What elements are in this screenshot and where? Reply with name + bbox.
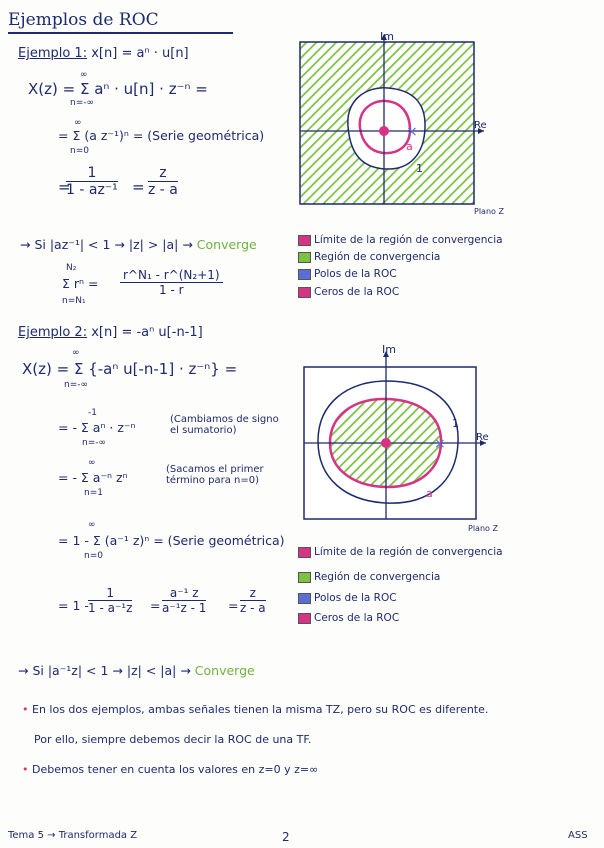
- ex2-frac3-num: z: [240, 586, 266, 601]
- bullet-icon: •: [22, 763, 29, 776]
- im-label: Im: [382, 343, 396, 356]
- page-title: Ejemplos de ROC: [8, 10, 159, 30]
- footer-right: ASS: [568, 830, 588, 841]
- ex1-line2-lim-top: ∞: [74, 118, 82, 128]
- ex1-condition-block: [20, 237, 257, 252]
- a-label: a: [426, 487, 433, 500]
- ex1-lead: =: [58, 178, 71, 196]
- ex2-frac1: [88, 586, 132, 615]
- legend-swatch: [298, 235, 311, 246]
- ex1-frac1-num: 1: [66, 165, 118, 182]
- ex1-converge: Converge: [196, 237, 257, 252]
- legend-swatch: [298, 593, 311, 604]
- a-label: a: [406, 140, 413, 153]
- z-plane-plot-1: [288, 30, 504, 220]
- ex2-line2-lim-top: -1: [88, 408, 97, 418]
- ex2-frac3-den: z - a: [240, 601, 266, 615]
- ex2-eq1: =: [150, 598, 161, 613]
- title-underline: [8, 32, 233, 34]
- plane-label: Plano Z: [474, 207, 504, 216]
- ex1-line2-lim-bottom: n=0: [70, 146, 89, 156]
- legend-item-poles: Polos de la ROC: [298, 592, 397, 604]
- im-label: Im: [380, 30, 394, 43]
- ex2-frac1-num: 1: [88, 586, 132, 601]
- legend-swatch: [298, 269, 311, 280]
- legend-swatch: [298, 252, 311, 263]
- pole-marker-icon: ×: [406, 124, 418, 140]
- legend-swatch: [298, 613, 311, 624]
- plane-label: Plano Z: [468, 524, 498, 533]
- ex1-line2: = Σ (a z⁻¹)ⁿ = (Serie geométrica): [58, 128, 265, 143]
- ex1-line1: X(z) = Σ aⁿ · u[n] · z⁻ⁿ =: [28, 80, 208, 98]
- legend-item-zeros: Ceros de la ROC: [298, 612, 399, 624]
- ex1-geom-num: r^N₁ - r^(N₂+1): [120, 268, 223, 283]
- ex2-line1-lim-top: ∞: [72, 348, 80, 358]
- ex2-line4-lim-bottom: n=0: [84, 551, 103, 561]
- ex1-line1-lim-bottom: n=-∞: [70, 98, 94, 108]
- ex2-line3: = - Σ a⁻ⁿ zⁿ: [58, 470, 128, 485]
- zero-marker: [381, 438, 391, 448]
- example1-heading: Ejemplo 1:: [18, 46, 88, 61]
- z-plane-plot-2: [292, 345, 502, 535]
- legend-item-poles: Polos de la ROC: [298, 268, 397, 280]
- ex2-frac1-den: 1 - a⁻¹z: [88, 601, 133, 615]
- legend-item-region: Región de convergencia: [298, 571, 440, 583]
- ex2-line1-lim-bottom: n=-∞: [64, 380, 88, 390]
- ex2-line2-lim-bottom: n=-∞: [82, 438, 106, 448]
- one-label: 1: [452, 417, 459, 430]
- ex2-frac2: [162, 586, 206, 615]
- ex1-line1-lim-top: ∞: [80, 70, 88, 80]
- pole-marker-icon: ×: [434, 436, 446, 452]
- ex1-geom-bottom: n=N₁: [62, 296, 86, 306]
- legend-item-region: Región de convergencia: [298, 251, 440, 263]
- ex2-line1: X(z) = Σ {-aⁿ u[-n-1] · z⁻ⁿ} =: [22, 360, 238, 378]
- ex2-line3-note: (Sacamos el primer término para n=0): [166, 464, 264, 486]
- ex2-condition-block: [18, 663, 255, 678]
- ex2-frac3: [240, 586, 266, 615]
- ex2-line2: = - Σ aⁿ · z⁻ⁿ: [58, 420, 136, 435]
- re-label: Re: [474, 120, 487, 131]
- note-3-text: Debemos tener en cuenta los valores en z=0 y z=∞: [32, 763, 319, 776]
- example2-heading: Ejemplo 2:: [18, 325, 88, 340]
- legend-swatch: [298, 287, 311, 298]
- ex2-eq2: =: [228, 598, 239, 613]
- bullet-icon: •: [22, 703, 29, 716]
- ex2-converge: Converge: [194, 663, 255, 678]
- ex1-frac2: [148, 165, 178, 198]
- ex1-geom-top: N₂: [66, 263, 77, 273]
- ex1-frac1-den: 1 - az⁻¹: [66, 182, 118, 198]
- ex2-frac2-den: a⁻¹z - 1: [162, 601, 207, 615]
- note-1-text: En los dos ejemplos, ambas señales tienen la misma TZ, pero su ROC es diferente.: [32, 703, 489, 716]
- legend-swatch: [298, 572, 311, 583]
- note-1: [22, 703, 488, 716]
- legend-item-zeros: Ceros de la ROC: [298, 286, 399, 298]
- zero-marker: [379, 126, 389, 136]
- note-2: Por ello, siempre debemos decir la ROC de una TF.: [34, 733, 312, 746]
- ex1-geom-sum: Σ rⁿ =: [62, 276, 99, 291]
- ex2-line3-lim-bottom: n=1: [84, 488, 103, 498]
- legend-item-boundary: Límite de la región de convergencia: [298, 546, 503, 558]
- ex2-line3-lim-top: ∞: [88, 458, 96, 468]
- one-label: 1: [416, 162, 423, 175]
- ex1-frac2-den: z - a: [148, 182, 178, 198]
- ex1-frac2-num: z: [148, 165, 178, 182]
- example1-heading-block: [18, 46, 189, 61]
- ex1-eq: =: [132, 178, 145, 196]
- re-label: Re: [476, 432, 489, 443]
- ex2-line4-lim-top: ∞: [88, 520, 96, 530]
- ex1-geom-frac: [120, 268, 223, 297]
- ex2-frac2-num: a⁻¹ z: [162, 586, 206, 601]
- ex2-line2-note: (Cambiamos de signo el sumatorio): [170, 414, 279, 436]
- ex1-condition: → Si |az⁻¹| < 1 → |z| > |a| →: [20, 237, 193, 252]
- legend-swatch: [298, 547, 311, 558]
- note-3: [22, 763, 318, 776]
- footer-left: Tema 5 → Transformada Z: [8, 830, 138, 841]
- ex2-line5-lead: = 1 -: [58, 598, 89, 613]
- ex1-frac1: [66, 165, 118, 198]
- example2-heading-block: [18, 325, 203, 340]
- example2-signal: x[n] = -aⁿ u[-n-1]: [91, 325, 203, 340]
- example1-signal: x[n] = aⁿ · u[n]: [91, 46, 189, 61]
- ex1-geom-den: 1 - r: [159, 283, 184, 297]
- footer-page-number: 2: [282, 830, 290, 844]
- ex2-condition: → Si |a⁻¹z| < 1 → |z| < |a| →: [18, 663, 191, 678]
- legend-item-boundary: Límite de la región de convergencia: [298, 234, 503, 246]
- ex2-line4: = 1 - Σ (a⁻¹ z)ⁿ = (Serie geométrica): [58, 533, 285, 548]
